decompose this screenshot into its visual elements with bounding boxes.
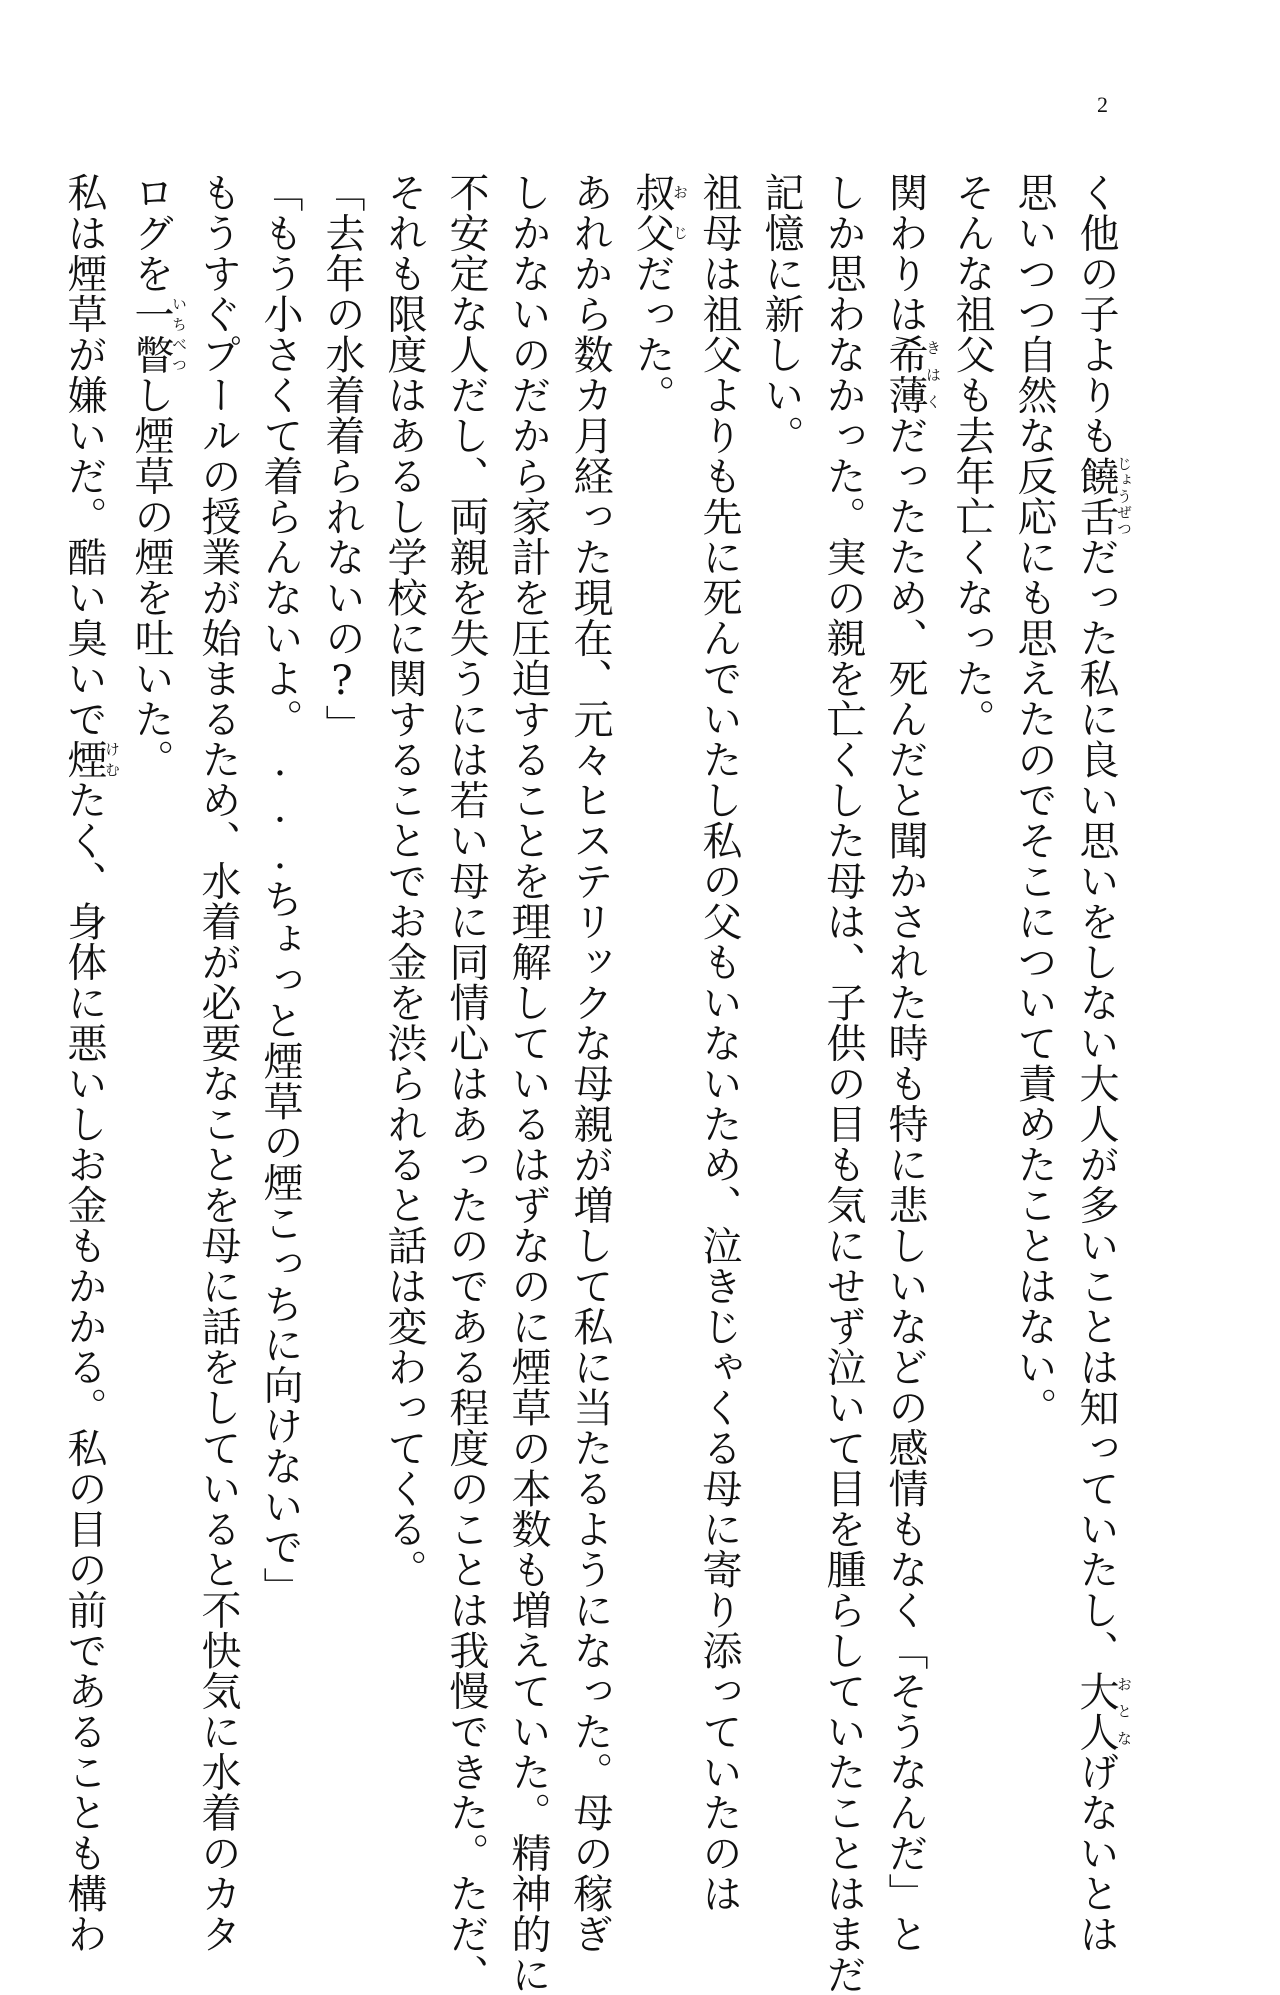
- text-line: 「去年の水着着られないの?」: [319, 172, 365, 745]
- ruby-annotation: 饒舌じょうぜつ: [1073, 455, 1133, 537]
- ruby-annotation: 一瞥いちべつ: [128, 293, 188, 375]
- ruby-annotation: 叔父おじ: [629, 172, 689, 253]
- text-line: それも限度はあるし学校に関することでお金を渋られると話は変わってくる。: [381, 172, 427, 1590]
- text-line: 叔父おじだった。: [629, 172, 689, 415]
- text-line: そんな祖父も去年亡くなった。: [949, 172, 995, 739]
- text-line: 不安定な人だし、両親を失うには若い母に同情心はあったのである程度のことは我慢できた。ただ、: [443, 172, 489, 1995]
- text-line: もうすぐプールの授業が始まるため、水着が必要なことを母に話をしていると不快気に水着のカタ: [195, 172, 241, 1954]
- text-line: 思いつつ自然な反応にも思えたのでそこについて責めたことはない。: [1011, 172, 1057, 1428]
- text-line: 関わりは希薄きはくだったため、死んだと聞かされた時も特に悲しいなどの感情もなく「そうなんだ」と: [882, 172, 942, 1954]
- text-line: しか思わなかった。実の親を亡くした母は、子供の目も気にせず泣いて目を腫らしていたことはまだ: [820, 172, 866, 1995]
- text-line: 記憶に新しい。: [758, 172, 804, 456]
- page-number: 2: [1097, 92, 1108, 117]
- ruby-annotation: 煙けむ: [61, 739, 121, 780]
- text-line: あれから数カ月経った現在、元々ヒステリックな母親が増して私に当たるようになった。母の稼ぎ: [567, 172, 613, 1954]
- ruby-annotation: 希薄きはく: [882, 334, 942, 415]
- text-line: 祖母は祖父よりも先に死んでいたし私の父もいないため、泣きじゃくる母に寄り添っていたのは: [696, 172, 742, 1914]
- text-line: しかないのだから家計を圧迫することを理解しているはずなのに煙草の本数も増えていた。精神的に: [505, 172, 551, 1995]
- text-line: 私は煙草が嫌いだ。酷い臭いで煙けむたく、身体に悪いしお金もかかる。私の目の前であることも構わ: [61, 172, 121, 1954]
- ruby-annotation: 大人おとな: [1073, 1670, 1133, 1752]
- text-line: ログを一瞥いちべつし煙草の煙を吐いた。: [128, 172, 188, 780]
- text-line: く他の子よりも饒舌じょうぜつだった私に良い思いをしない大人が多いことは知っていたし、大人おとなげないとは: [1073, 172, 1133, 1954]
- novel-text-body: [53, 172, 1133, 1995]
- text-line: 「もう小さくて着らんないよ。...ちょっと煙草の煙こっちに向けないで」: [257, 172, 303, 1608]
